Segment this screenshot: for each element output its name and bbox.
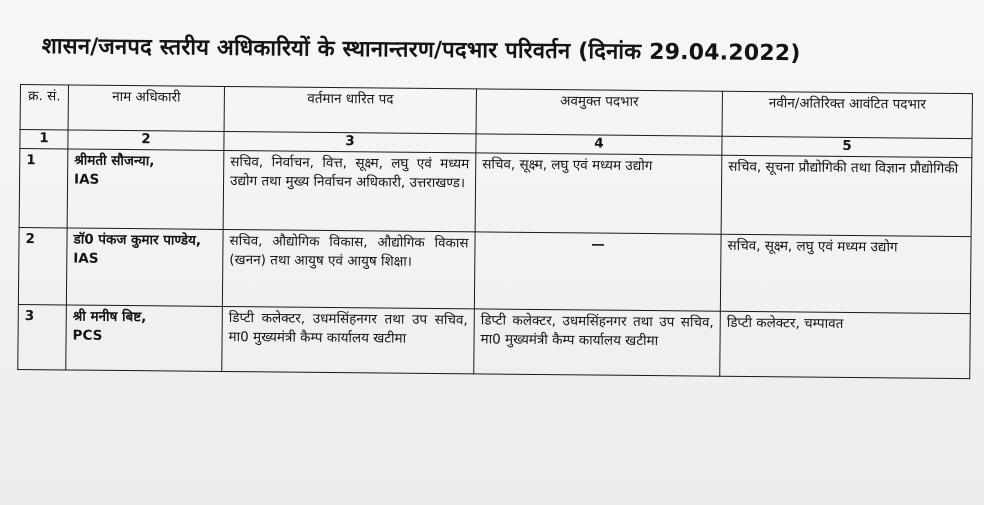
table-row bbox=[19, 149, 972, 237]
relieved-charge: — bbox=[474, 232, 721, 311]
column-number: 4 bbox=[476, 134, 722, 155]
officer-cadre: PCS bbox=[72, 327, 103, 344]
officer-name: श्रीमती सौजन्या, bbox=[74, 152, 155, 170]
transfer-table bbox=[17, 84, 973, 379]
relieved-charge: डिप्टी कलेक्टर, उधमसिंहनगर तथा उप सचिव, मा0 मुख्यमंत्री कैम्प कार्यालय खटीमा bbox=[474, 309, 721, 376]
current-post: डिप्टी कलेक्टर, उधमसिंहनगर तथा उप सचिव, मा0 मुख्यमंत्री कैम्प कार्यालय खटीमा bbox=[222, 306, 475, 373]
table-row bbox=[18, 304, 971, 378]
officer-name-cell bbox=[66, 228, 223, 306]
column-number: 5 bbox=[722, 136, 972, 157]
page-title: शासन/जनपद स्तरीय अधिकारियों के स्थानान्तरण/पदभार परिवर्तन (दिनांक 29.04.2022) bbox=[41, 33, 801, 67]
header-new-charge: नवीन/अतिरिक्त आवंटित पदभार bbox=[722, 91, 972, 138]
row-serial: 2 bbox=[18, 227, 67, 304]
header-current-post: वर्तमान धारित पद bbox=[224, 86, 476, 133]
officer-name-cell bbox=[67, 149, 224, 229]
column-number: 2 bbox=[68, 130, 224, 150]
current-post: सचिव, निर्वाचन, वित्त, सूक्ष्म, लघु एवं मध्यम उद्योग तथा मुख्य निर्वाचन अधिकारी, उत्तराखण्ड। bbox=[223, 150, 476, 231]
officer-name-cell bbox=[66, 305, 223, 371]
column-number: 1 bbox=[20, 130, 68, 149]
header-serial: क्र. सं. bbox=[20, 85, 68, 130]
officer-name: श्री मनीष बिष्ट, bbox=[72, 308, 147, 326]
column-number: 3 bbox=[224, 131, 476, 152]
header-officer-name: नाम अधिकारी bbox=[68, 85, 224, 131]
officer-cadre: IAS bbox=[74, 171, 100, 188]
new-charge: सचिव, सूचना प्रौद्योगिकी तथा विज्ञान प्रौद्योगिकी bbox=[721, 155, 972, 236]
row-serial: 1 bbox=[19, 149, 68, 228]
new-charge: डिप्टी कलेक्टर, चम्पावत bbox=[720, 311, 971, 378]
row-serial: 3 bbox=[18, 304, 67, 369]
table-row bbox=[18, 227, 971, 313]
relieved-charge: सचिव, सूक्ष्म, लघु एवं मध्यम उद्योग bbox=[475, 153, 722, 234]
new-charge: सचिव, सूक्ष्म, लघु एवं मध्यम उद्योग bbox=[720, 234, 971, 313]
officer-name: डॉ0 पंकज कुमार पाण्डेय, bbox=[73, 231, 202, 249]
current-post: सचिव, औद्योगिक विकास, औद्योगिक विकास (खनन) तथा आयुष एवं आयुष शिक्षा। bbox=[222, 229, 475, 308]
officer-cadre: IAS bbox=[73, 250, 99, 267]
header-relieved-charge: अवमुक्त पदभार bbox=[476, 89, 722, 136]
